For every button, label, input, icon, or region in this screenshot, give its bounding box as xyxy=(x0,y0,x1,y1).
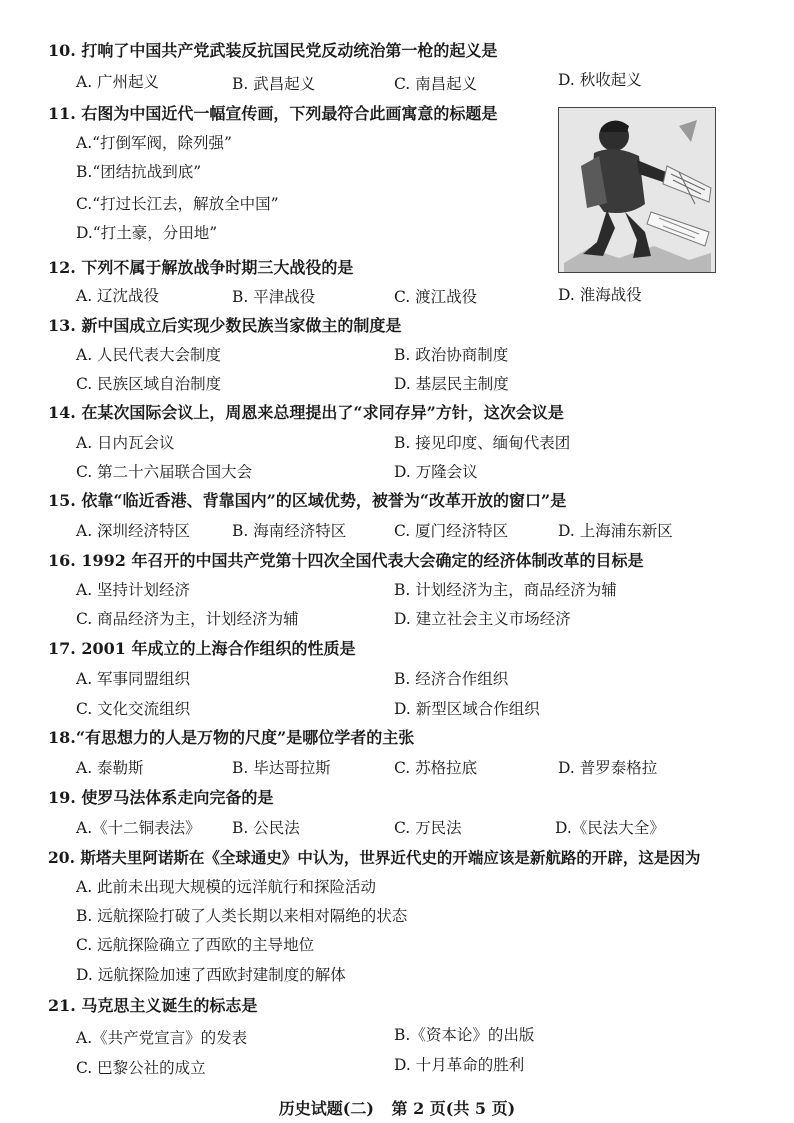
question-11-option-b: B.“团结抗战到底” xyxy=(76,163,202,181)
question-13-option-b: B. 政治协商制度 xyxy=(394,346,509,364)
question-19-option-b: B. 公民法 xyxy=(232,819,300,837)
question-16-option-b: B. 计划经济为主，商品经济为辅 xyxy=(394,581,617,599)
question-12-option-a: A. 辽沈战役 xyxy=(76,287,160,305)
question-12-option-b: B. 平津战役 xyxy=(232,288,316,306)
question-11-option-c: C.“打过长江去，解放全中国” xyxy=(76,195,279,213)
question-10-stem: 10. 打响了中国共产党武装反抗国民党反动统治第一枪的起义是 xyxy=(48,41,498,60)
question-19-option-d: D.《民法大全》 xyxy=(555,819,665,837)
question-15-option-c: C. 厦门经济特区 xyxy=(394,522,509,540)
question-18-option-d: D. 普罗泰格拉 xyxy=(558,759,658,777)
question-14-stem: 14. 在某次国际会议上，周恩来总理提出了“求同存异”方针，这次会议是 xyxy=(48,403,564,422)
propaganda-poster-image xyxy=(558,107,716,273)
question-18-option-c: C. 苏格拉底 xyxy=(394,759,478,777)
question-14-option-a: A. 日内瓦会议 xyxy=(76,434,175,452)
question-21-option-a: A.《共产党宣言》的发表 xyxy=(76,1029,248,1047)
question-14-option-c: C. 第二十六届联合国大会 xyxy=(76,463,253,481)
question-21-option-d: D. 十月革命的胜利 xyxy=(394,1056,525,1074)
question-15-option-d: D. 上海浦东新区 xyxy=(558,522,673,540)
propaganda-poster-illustration xyxy=(559,108,715,272)
question-12-option-c: C. 渡江战役 xyxy=(394,288,478,306)
page-footer xyxy=(0,1096,794,1119)
question-16-option-a: A. 坚持计划经济 xyxy=(76,581,191,599)
question-14-option-d: D. 万隆会议 xyxy=(394,463,478,481)
question-11-option-a: A.“打倒军阀，除列强” xyxy=(76,134,232,152)
question-20-option-b: B. 远航探险打破了人类长期以来相对隔绝的状态 xyxy=(76,907,408,925)
page-number: 第 2 页(共 5 页) xyxy=(391,1099,516,1118)
question-10-option-a: A. 广州起义 xyxy=(76,73,160,91)
question-11-stem: 11. 右图为中国近代一幅宣传画，下列最符合此画寓意的标题是 xyxy=(48,104,498,123)
question-15-option-a: A. 深圳经济特区 xyxy=(76,522,191,540)
question-13-option-d: D. 基层民主制度 xyxy=(394,375,509,393)
question-14-option-b: B. 接见印度、缅甸代表团 xyxy=(394,434,571,452)
question-20-stem: 20. 斯塔夫里阿诺斯在《全球通史》中认为，世界近代史的开端应该是新航路的开辟，这是因为 xyxy=(48,848,701,867)
question-20-option-c: C. 远航探险确立了西欧的主导地位 xyxy=(76,936,315,954)
question-15-stem: 15. 依靠“临近香港、背靠国内”的区域优势，被誉为“改革开放的窗口”是 xyxy=(48,491,567,510)
question-10-option-c: C. 南昌起义 xyxy=(394,75,478,93)
question-11-option-d: D.“打土豪，分田地” xyxy=(76,224,218,242)
question-19-stem: 19. 使罗马法体系走向完备的是 xyxy=(48,788,274,807)
question-16-option-c: C. 商品经济为主，计划经济为辅 xyxy=(76,610,299,628)
question-17-option-c: C. 文化交流组织 xyxy=(76,700,191,718)
exam-title: 历史试题(二) xyxy=(278,1099,374,1118)
question-18-option-b: B. 毕达哥拉斯 xyxy=(232,759,331,777)
question-13-option-a: A. 人民代表大会制度 xyxy=(76,346,222,364)
question-17-option-a: A. 军事同盟组织 xyxy=(76,670,191,688)
question-18-option-a: A. 泰勒斯 xyxy=(76,759,144,777)
question-21-option-b: B.《资本论》的出版 xyxy=(394,1026,535,1044)
question-16-stem: 16. 1992 年召开的中国共产党第十四次全国代表大会确定的经济体制改革的目标是 xyxy=(48,551,644,570)
question-16-option-d: D. 建立社会主义市场经济 xyxy=(394,610,571,628)
question-17-option-d: D. 新型区域合作组织 xyxy=(394,700,540,718)
question-12-stem: 12. 下列不属于解放战争时期三大战役的是 xyxy=(48,258,354,277)
question-19-option-a: A.《十二铜表法》 xyxy=(76,819,201,837)
question-10-option-b: B. 武昌起义 xyxy=(232,75,316,93)
question-21-stem: 21. 马克思主义诞生的标志是 xyxy=(48,996,258,1015)
question-10-option-d: D. 秋收起义 xyxy=(558,71,642,89)
question-20-option-a: A. 此前未出现大规模的远洋航行和探险活动 xyxy=(76,878,377,896)
question-15-option-b: B. 海南经济特区 xyxy=(232,522,347,540)
question-17-option-b: B. 经济合作组织 xyxy=(394,670,509,688)
question-12-option-d: D. 淮海战役 xyxy=(558,286,642,304)
question-19-option-c: C. 万民法 xyxy=(394,819,462,837)
question-13-stem: 13. 新中国成立后实现少数民族当家做主的制度是 xyxy=(48,316,402,335)
question-20-option-d: D. 远航探险加速了西欧封建制度的解体 xyxy=(76,966,346,984)
question-18-stem: 18.“有思想力的人是万物的尺度”是哪位学者的主张 xyxy=(48,728,415,747)
question-13-option-c: C. 民族区域自治制度 xyxy=(76,375,222,393)
question-21-option-c: C. 巴黎公社的成立 xyxy=(76,1059,206,1077)
question-17-stem: 17. 2001 年成立的上海合作组织的性质是 xyxy=(48,639,356,658)
